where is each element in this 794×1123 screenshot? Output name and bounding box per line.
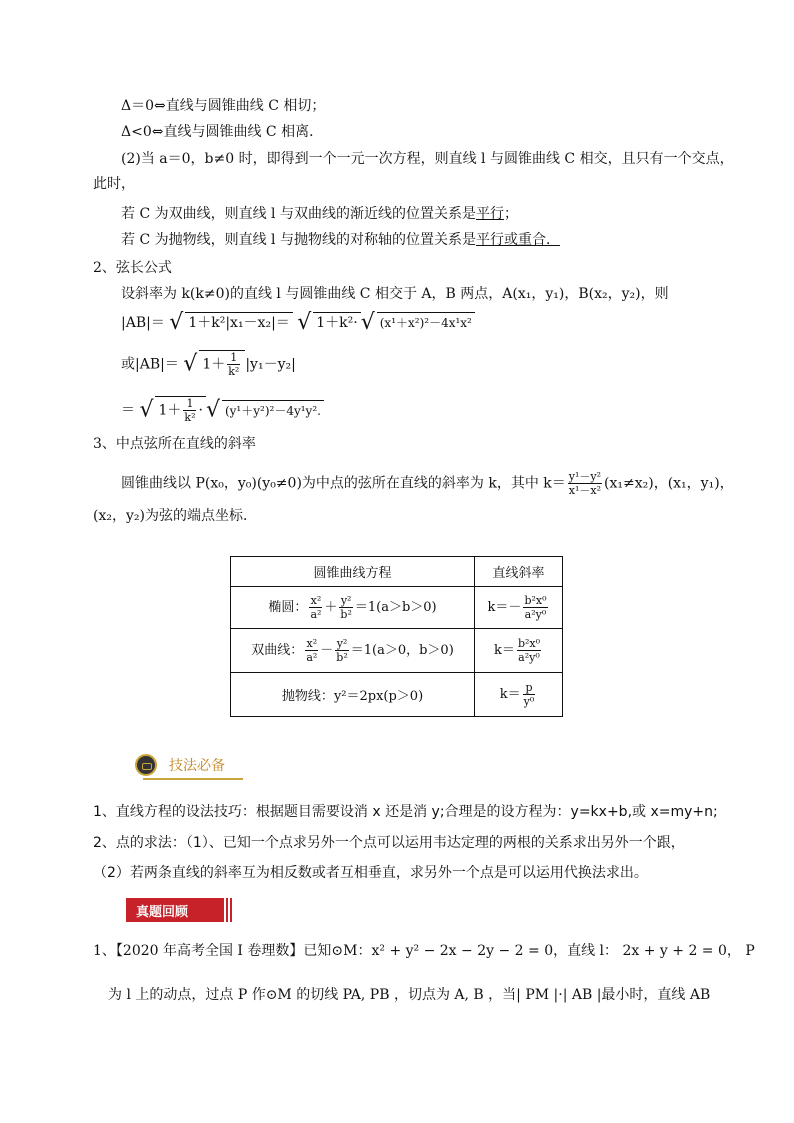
text-span: k＝	[494, 643, 515, 658]
text-span: (2)当 a＝0，b≠0 时，即得到一个一元一次方程，则直线 l 与圆锥曲线 C 相交，且只有一个交点，	[121, 151, 734, 167]
divider	[143, 778, 243, 780]
numerator: y¹－y²	[568, 470, 602, 483]
text-span: 1＋	[158, 402, 182, 419]
denominator: y⁰	[523, 695, 535, 708]
text-span: 1＋	[202, 356, 226, 373]
table-cell	[231, 629, 475, 673]
fraction	[305, 637, 318, 664]
fraction	[523, 594, 547, 621]
denominator: k²	[184, 411, 196, 424]
denominator: a²	[306, 651, 318, 664]
numerator: p	[523, 681, 536, 695]
text-line	[121, 230, 560, 250]
fraction	[523, 681, 536, 708]
table-row	[231, 629, 563, 673]
denominator: a²	[310, 608, 322, 621]
real-exam-banner	[126, 898, 222, 922]
text-line	[121, 284, 669, 304]
text-span: k＝－	[487, 600, 522, 615]
table-cell	[475, 587, 563, 629]
radical-sign: √	[139, 397, 154, 423]
text-span: （2）若两条直线的斜率互为相反数或者互相垂直，求另外一个点是可以运用代换法求出。	[93, 865, 648, 881]
denominator: b²	[336, 651, 348, 664]
text-line	[93, 863, 648, 883]
text-span: 或|AB|＝	[121, 356, 179, 373]
numerator: y²	[340, 594, 352, 607]
table-header-row	[231, 557, 563, 587]
problem-line	[108, 985, 710, 1005]
numerator: x²	[306, 637, 318, 650]
text-span: 双曲线：	[251, 643, 304, 658]
table-row	[231, 673, 563, 717]
radicand	[155, 396, 205, 424]
denominator: x¹－x²	[568, 484, 602, 497]
radicand: (y¹＋y²)²－4y¹y².	[222, 400, 324, 421]
text-line	[121, 204, 518, 224]
text-span: 此时，	[93, 176, 135, 192]
denominator: b²	[340, 608, 352, 621]
text-span: 1、直线方程的设法技巧：根据题目需要设消 x 还是消 y;合理是的设方程为：y=kx+b,或 x=my+n;	[93, 804, 718, 820]
table-cell	[231, 673, 475, 717]
formula-line	[121, 396, 324, 424]
numerator: 1	[183, 397, 196, 411]
text-span: 为 l 上的动点，过点 P 作⊙M 的切线 PA, PB ，切点为 A, B ，当| PM |·| AB |最小时，直线 AB	[108, 987, 711, 1003]
section-heading	[93, 434, 256, 454]
text-span: 2、点的求法：（1）、已知一个点求另外一个点可以运用韦达定理的两根的关系求出另外一个跟，	[93, 835, 685, 851]
text-span: ·	[198, 402, 203, 419]
formula-line	[121, 470, 734, 497]
text-line	[93, 174, 135, 194]
text-span: －	[320, 643, 334, 658]
table-header-cell: 直线斜率	[475, 557, 563, 587]
text-span: y²＝2px(p＞0)	[333, 689, 424, 704]
text-span: (x₁≠x₂)，(x₁，y₁)，	[604, 475, 734, 492]
table-row	[231, 587, 563, 629]
text-line	[93, 802, 718, 822]
denominator: k²	[228, 365, 240, 378]
radical-sign: √	[360, 310, 375, 335]
text-span: |y₁－y₂|	[245, 356, 296, 373]
book-icon	[135, 754, 157, 776]
denominator: a²y⁰	[524, 608, 547, 621]
radical-sign: √	[169, 310, 184, 335]
radicand: (x¹＋x²)²－4x¹x²	[377, 312, 475, 333]
table-cell	[475, 673, 563, 717]
radicand: 1＋k²|x₁－x₂|＝	[185, 312, 292, 333]
underlined-answer: 平行或重合．	[476, 232, 560, 248]
numerator: 1	[227, 351, 240, 365]
text-span: 若 C 为双曲线，则直线 l 与双曲线的渐近线的位置关系是	[121, 206, 476, 222]
text-span: 椭圆：	[268, 600, 308, 615]
table-cell	[475, 629, 563, 673]
fraction	[339, 594, 352, 621]
radicand	[199, 350, 245, 378]
text-span: |AB|＝	[121, 315, 165, 331]
fraction	[335, 637, 348, 664]
numerator: y²	[336, 637, 348, 650]
text-line	[121, 122, 323, 142]
fraction	[568, 470, 602, 497]
numerator: b²x⁰	[524, 594, 547, 607]
heading-text: 3、中点弦所在直线的斜率	[93, 436, 256, 452]
text-line	[93, 833, 685, 853]
table-header-cell: 圆锥曲线方程	[231, 557, 475, 587]
skill-section-header	[133, 750, 245, 780]
section-heading	[93, 258, 172, 278]
radical-sign: √	[183, 351, 198, 377]
underlined-answer: 平行	[476, 206, 504, 222]
text-span: Δ<0⇔直线与圆锥曲线 C 相离．	[121, 124, 324, 140]
radicand: 1＋k²·	[313, 312, 360, 333]
formula-line	[121, 350, 296, 378]
heading-text: 2、弦长公式	[93, 260, 172, 276]
numerator: b²x⁰	[517, 637, 541, 650]
problem-line	[93, 941, 755, 961]
fraction	[227, 351, 240, 378]
fraction	[517, 637, 541, 664]
text-span: ＋	[324, 600, 338, 615]
text-line	[121, 149, 734, 169]
skill-title: 技法必备	[169, 758, 225, 774]
text-span: 抛物线：	[281, 689, 334, 704]
text-span: ；	[504, 206, 518, 222]
radical-sign: √	[297, 310, 312, 335]
banner-edge	[222, 898, 232, 922]
radical-sign: √	[205, 397, 220, 423]
numerator: x²	[310, 594, 322, 607]
text-span: 若 C 为抛物线，则直线 l 与抛物线的对称轴的位置关系是	[121, 232, 476, 248]
text-span: (x₂，y₂)为弦的端点坐标．	[93, 508, 257, 524]
table-cell	[231, 587, 475, 629]
text-span: 圆锥曲线以 P(x₀，y₀)(y₀≠0)为中点的弦所在直线的斜率为 k，其中 k＝	[121, 475, 566, 492]
text-span: ＝	[121, 402, 135, 419]
banner-title: 真题回顾	[136, 905, 189, 920]
text-span: ＝1(a＞b＞0)	[354, 600, 437, 615]
text-line	[93, 506, 257, 526]
fraction	[183, 397, 196, 424]
fraction	[309, 594, 322, 621]
formula-line	[121, 312, 475, 333]
denominator: a²y⁰	[518, 651, 540, 664]
text-span: 1、【2020 年高考全国 I 卷理数】已知⊙M：x² + y² − 2x − 2y − 2 = 0，直线 l： 2x + y + 2 = 0， P	[93, 943, 755, 959]
text-span: Δ＝0⇔直线与圆锥曲线 C 相切；	[121, 98, 326, 114]
text-line	[121, 96, 325, 116]
conic-slope-table	[230, 556, 563, 717]
text-span: ＝1(a＞0，b＞0)	[350, 643, 454, 658]
text-span: 设斜率为 k(k≠0)的直线 l 与圆锥曲线 C 相交于 A，B 两点，A(x₁，y₁)，B(x₂，y₂)，则	[121, 286, 669, 302]
text-span: k＝	[499, 687, 521, 702]
